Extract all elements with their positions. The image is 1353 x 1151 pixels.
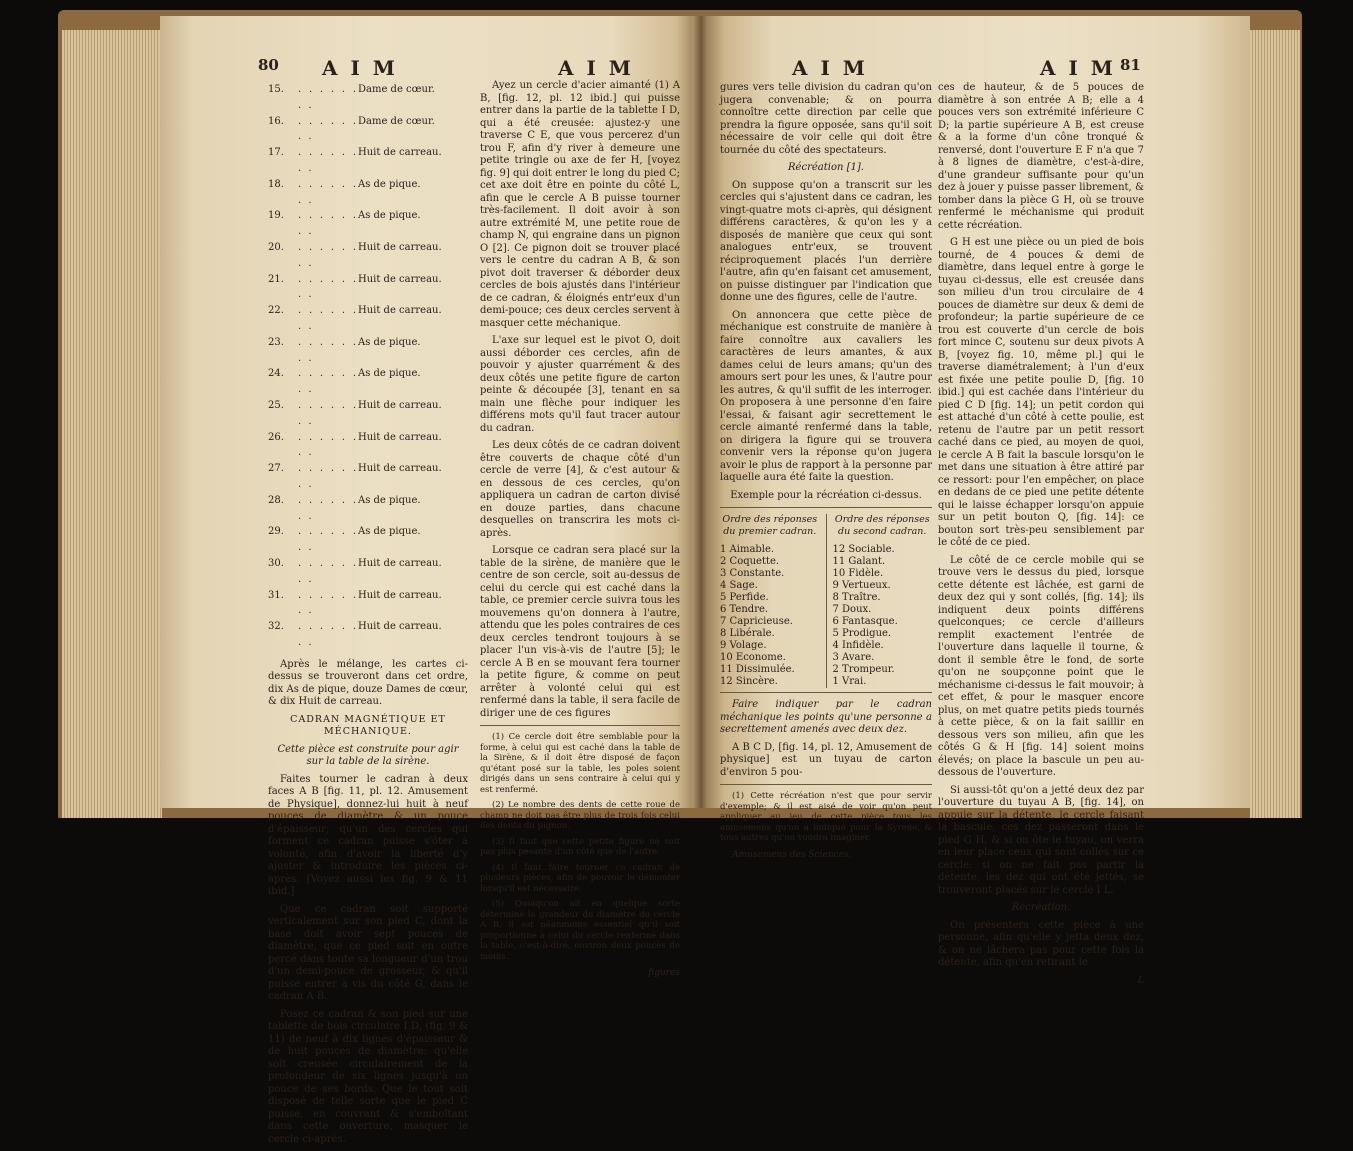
list-item-number: 23. [268, 336, 284, 348]
paragraph: Si aussi-tôt qu'on a jetté deux dez par l'ouverture du tuyau A B, [fig. 14], on appuie sur la détente, le cercle faisant la bascule, ces dez passeront dans le pied G H, & si on ôte le tuyau, on verra en leur place ceux qui sont collés sur ce cercle: si on ne fait pas partir la détente, les dez qui ont été jettés, se trouveront placés sur le cercle I L. [938, 784, 1144, 896]
paragraph: Faites tourner le cadran à deux faces A B [fig. 11, pl. 12. Amusement de Physique], donnez-lui huit à neuf pouces de diamètre & un pouce d'épaisseur; qu'un des cercles qui forment ce cadran puisse s'ôter à volonté, afin d'avoir la liberté d'y ajuster & introduire les pièces ci-après. [Voyez aussi les fig. 9 & 11 ibid.] [268, 773, 468, 898]
list-item-number: 16. [268, 115, 284, 127]
column-header: Ordre des réponses du premier cadran. [722, 514, 818, 537]
table-cell: 11 Dissimulée. [720, 664, 795, 675]
table-cell: 7 Capricieuse. [720, 616, 793, 627]
responses-table [720, 514, 932, 688]
table-cell: 6 Fantasque. [832, 616, 898, 627]
table-cell: 4 Infidèle. [832, 640, 884, 651]
list-item-number: 29. [268, 526, 284, 538]
list-item [268, 398, 468, 430]
leader-dots: . . . . . . . . [298, 463, 358, 490]
leader-dots: . . . . . . . . [298, 336, 358, 364]
paragraph: G H est une pièce ou un pied de bois tourné, de 4 pouces & demi de diamètre, dans lequel entre à gorge le tuyau ci-dessus, elle est creusée dans son milieu d'un trou circulaire de 4 pouces de diamètre sur deux & demi de profondeur; la partie supérieure de ce trou est couverte d'un cercle de bois fort mince C, soutenu sur deux pivots A B, [voyez fig. 10, même pl.] qui le traverse diamétralement; à l'un d'eux est fixée une petite poulie D, [fig. 10 ibid.] qui est cachée dans l'intérieur du pied C D [fig. 14]; un petit cordon qui est attaché d'un côté à cette poulie, est retenu de l'autre par un petit ressort caché dans ce pied, au moyen de quoi, le cercle A B fait la bascule lorsqu'on le met dans une situation à être attiré par ce ressort: pour l'en empêcher, on place en dedans de ce pied une petite détente qui le laisse échapper lorsqu'on appuie sur un petit bouton Q, [fig. 14]: ce bouton sort très-peu sensiblement par le côté de ce pied. [938, 237, 1144, 548]
list-item-number: 26. [268, 431, 284, 443]
running-head: A I M [792, 56, 868, 80]
footnote: (1) Ce cercle doit être semblable pour la forme, à celui qui est caché dans la table de la Sirène, & il doit être disposé de façon qu'étant posé sur la table, les poles soient dirigés dans un sens contraire à celui qui y est renfermé. [480, 732, 680, 795]
list-item-number: 18. [268, 178, 284, 190]
footnote-divider [480, 725, 680, 726]
list-item-text: As de pique. [358, 526, 421, 538]
left-column-2 [480, 80, 680, 980]
list-item [268, 461, 468, 493]
footnote: (5) Quoiqu'on ait en quelque sorte déterminé la grandeur du diamètre du cercle A B, il est néanmoins essentiel qu'il soit proportionné à celui du cercle renfermé dans la table, c'est-à-dire, environ deux pouces de moins. [480, 899, 680, 962]
table-cell: 9 Vertueux. [832, 580, 891, 591]
paragraph: Lorsque ce cadran sera placé sur la table de la sirène, de manière que le centre de son cercle, soit au-dessus de celui du cercle qui est caché dans la table, ce premier cercle suivra tous les mouvemens qu'on donnera à l'autre, attendu que les poles contraires de ces deux cercles tendront toujours à se placer l'un vis-à-vis de l'autre [5]; le cercle A B en se mouvant fera tourner la petite figure, & comme on peut arrêter à volonté celui qui est renfermé dans la table, il sera facile de diriger une de ces figures [480, 545, 680, 719]
leader-dots: . . . . . . . . [298, 368, 358, 396]
table-cell: 3 Constante. [720, 568, 785, 579]
footer-signature: Amusemens des Sciences. [732, 849, 852, 860]
list-item-text: Huit de carreau. [358, 557, 442, 569]
running-head: A I M [558, 56, 634, 80]
paragraph: ces de hauteur, & de 5 pouces de diamètre à son entrée A B; elle a 4 pouces vers son extrémité inférieure C D; la partie supérieure A B, est creuse & a la forme d'un cône tronqué & renversé, dont l'ouverture E F n'a que 7 à 8 lignes de diamètre, c'est-à-dire, d'une grandeur suffisante pour qu'un dez à jouer y puisse passer librement, & tomber dans la pièce G H, où se trouve renfermé le méchanisme qui produit cette récréation. [938, 82, 1144, 231]
list-item-text: As de pique. [358, 178, 421, 190]
leader-dots: . . . . . . . . [298, 526, 358, 554]
list-item-number: 15. [268, 84, 284, 95]
list-item-number: 21. [268, 273, 284, 285]
list-item [268, 619, 468, 651]
list-item-text: Huit de carreau. [358, 589, 442, 601]
paragraph: A B C D, [fig. 14, pl. 12, Amusement de physique] est un tuyau de carton d'environ 5 pou- [720, 741, 932, 778]
list-item-text: As de pique. [358, 368, 421, 380]
table-cell: 11 Galant. [832, 556, 886, 567]
list-item [268, 588, 468, 620]
table-top-rule [720, 507, 932, 508]
table-cell: 7 Doux. [832, 604, 872, 615]
right-column-2 [938, 82, 1144, 987]
table-divider [826, 514, 827, 688]
leader-dots: . . . . . . . . [298, 494, 358, 522]
responses-column-second [833, 514, 933, 688]
paragraph: On suppose qu'on a transcrit sur les cercles qui s'ajustent dans ce cadran, les vingt-quatre mots ci-après, qui désignent différens caractères, & qu'on les y a disposés de manière que ceux qui sont analogues entr'eux, se trouvent réciproquement placés l'un derrière l'autre, afin qu'en faisant cet amusement, on puisse distinguer par l'indication que donne une des figures, celle de l'autre. [720, 179, 932, 303]
paragraph: Que ce cadran soit supporté verticalement sur son pied C, dont la base doit avoir sept pouces de diamètre, que ce pied soit en outre percé dans toute sa longueur d'un trou d'un demi-pouce de grosseur, & qu'il puisse entrer à vis du côté G, dans le cadran A B. [268, 903, 468, 1003]
list-item [268, 177, 468, 209]
leader-dots: . . . . . . . . [298, 84, 358, 111]
list-item [268, 272, 468, 304]
list-item-text: As de pique. [358, 336, 421, 348]
leader-dots: . . . . . . . . [298, 589, 358, 617]
table-cell: 8 Traître. [832, 592, 881, 603]
list-item [268, 556, 468, 588]
table-cell: 12 Sociable. [832, 544, 895, 555]
table-cell: 5 Prodigue. [832, 628, 892, 639]
page-number: 80 [258, 56, 279, 74]
paragraph: Les deux côtés de ce cadran doivent être couverts de chaque côté d'un cercle de verre [4], & c'est autour & en dessous de ces cercles, qu'on appliquera un cadran de carton divisé en douze parties, dans chacune desquelles on transcrira les mots ci-après. [480, 440, 680, 539]
footnote: (2) Le nombre des dents de cette roue de champ ne doit pas être plus de trois fois celui des dents du pignon. [480, 800, 680, 831]
list-item [268, 524, 468, 556]
paragraph: gures vers telle division du cadran qu'on jugera convenable; & on pourra connoître cette direction par celle que prendra la figure opposée, sans qu'il soit nécessaire de voir celle qui doit être tournée du côté des spectateurs. [720, 82, 932, 156]
section-title: CADRAN MAGNÉTIQUE ET MÉCHANIQUE. [290, 713, 446, 738]
list-item-number: 28. [268, 494, 284, 506]
right-page [708, 16, 1250, 986]
list-item-number: 32. [268, 621, 284, 633]
leader-dots: . . . . . . . . [298, 431, 358, 459]
list-item [268, 303, 468, 335]
table-cell: 1 Aimable. [720, 544, 775, 555]
leader-dots: . . . . . . . . [298, 621, 358, 648]
list-item [268, 366, 468, 398]
page-edges-left [62, 30, 162, 818]
leader-dots: . . . . . . . . [298, 115, 358, 143]
list-item-number: 25. [268, 399, 284, 411]
leader-dots: . . . . . . . . [298, 273, 358, 301]
list-item [268, 430, 468, 462]
list-item-text: Huit de carreau. [358, 621, 442, 633]
paragraph: Ayez un cercle d'acier aimanté (1) A B, [fig. 12, pl. 12 ibid.] qui puisse entrer dans la partie de la tablette I D, qui a été creusée: ajustez-y une traverse C E, que vous percerez d'un trou F, afin d'y river à demeure une petite tringle ou axe de fer H, [voyez fig. 9] qui doit entrer le long du pied C; cet axe doit être en pointe du côté L, afin que le cercle A B puisse tourner très-facilement. Il doit avoir à son autre extrémité M, une petite roue de champ N, qui engraine dans un pignon O [2]. Ce pignon doit se trouver placé vers le centre du cadran A B, & son pivot doit traverser & déborder deux cercles de bois ajustés dans l'intérieur de ce cadran, & éloignés entr'eux d'un demi-pouce; ces deux cercles servent à masquer cette méchanique. [480, 80, 680, 329]
catchword: figures [648, 968, 680, 978]
running-head: A I M [1040, 56, 1116, 80]
list-item [268, 114, 468, 146]
table-cell: 5 Perfide. [720, 592, 769, 603]
list-item [268, 493, 468, 525]
list-item-text: Huit de carreau. [358, 241, 442, 253]
list-item-text: Huit de carreau. [358, 399, 442, 411]
footnote: (1) Cette récréation n'est que pour servir d'exemple; & il est aisé de voir qu'on peut appliquer au jeu de cette pièce tous les amusemens qu'on a indiqué pour la Syrene, & tous autres qu'on voudra imaginer. [720, 791, 932, 843]
catchword: L [1138, 975, 1144, 986]
paragraph: On annoncera que cette pièce de méchanique est construite de manière à faire connoître aux cavaliers les caractères de leurs amantes, & aux dames celui de leurs amans; qu'un des amours sert pour les unes, & l'autre pour les autres, & qu'il suffit de les interroger. On proposera à une personne d'en faire l'essai, & faisant agir secrettement le cercle aimanté renfermé dans la table, on dirigera la figure qui se trouvera convenir vers la réponse qu'on jugera avoir le plus de rapport à la personne par laquelle aura été faite la question. [720, 309, 932, 483]
footnote: (3) Il faut que cette petite figure ne soit pas plus pesante d'un côté que de l'autre. [480, 836, 680, 857]
table-cell: 10 Econome. [720, 652, 786, 663]
recreation-title: Récréation [1]. [788, 162, 864, 173]
table-cell: 10 Fidèle. [832, 568, 884, 579]
table-cell: 6 Tendre. [720, 604, 769, 615]
left-column-1 [268, 82, 468, 1151]
list-item [268, 335, 468, 367]
table-cell: 9 Volage. [720, 640, 767, 651]
list-item-text: Dame de cœur. [358, 115, 435, 127]
responses-column-first [720, 514, 820, 688]
running-head: A I M [322, 56, 398, 80]
paragraph: On présentera cette pièce à une personne, afin qu'elle y jetta deux dez, & on ne lâchera pas pour cette fois la détente, afin qu'en retirant le [938, 919, 1144, 968]
leader-dots: . . . . . . . . [298, 305, 358, 332]
list-item-text: As de pique. [358, 494, 421, 506]
list-item-text: As de pique. [358, 210, 421, 222]
paragraph: Posez ce cadran & son pied sur une tablette de bois circulaire I D, (fig. 9 & 11) de neuf à dix lignes d'épaisseur & de huit pouces de diamètre: qu'elle soit creusée circulairement de la profondeur de six lignes jusqu'à un pouce de ses bords. Que le tout soit disposé de telle sorte que le pied C puisse, en couvrant & s'emboîtant dans cette ouverture, masquer le cercle ci-après. [268, 1008, 468, 1145]
list-item [268, 208, 468, 240]
list-item-text: Huit de carreau. [358, 431, 442, 443]
list-item-number: 19. [268, 210, 284, 222]
table-bottom-rule [720, 692, 932, 693]
footnote-divider [720, 784, 932, 785]
list-item-text: Huit de carreau. [358, 463, 442, 475]
section-subtitle: Cette pièce est construite pour agir sur la table de la sirène. [277, 743, 459, 768]
leader-dots: . . . . . . . . [298, 210, 358, 238]
table-cell: 8 Libérale. [720, 628, 775, 639]
list-item-text: Huit de carreau. [358, 147, 442, 159]
table-cell: 1 Vrai. [832, 676, 867, 687]
list-item-number: 31. [268, 589, 284, 601]
page-edges-right [1250, 30, 1300, 818]
page-number: 81 [1120, 56, 1141, 74]
table-cell: 2 Coquette. [720, 556, 780, 567]
list-item-number: 17. [268, 147, 284, 159]
footnote: (4) Il faut faire tourner ce cadran de plusieurs pièces, afin de pouvoir le démonter lorsqu'il est nécessaire. [480, 862, 680, 894]
card-order-list [268, 82, 468, 651]
leader-dots: . . . . . . . . [298, 147, 358, 174]
list-item [268, 82, 468, 114]
column-header: Ordre des réponses du second cadran. [834, 514, 930, 537]
example-title: Exemple pour la récréation ci-dessus. [730, 489, 922, 501]
leader-dots: . . . . . . . . [298, 557, 358, 585]
list-item-number: 30. [268, 557, 284, 569]
table-cell: 4 Sage. [720, 580, 758, 591]
right-column-1 [720, 82, 932, 866]
list-item [268, 145, 468, 177]
list-item-number: 22. [268, 305, 284, 317]
list-item-number: 27. [268, 463, 284, 475]
paragraph: L'axe sur lequel est le pivot O, doit aussi déborder ces cercles, afin de pouvoir y ajuster quarrément & des deux côtés une petite figure de carton peinte & découpée [3], tenant en sa main une flèche pour indiquer les différens mots qu'il faut tracer autour du cadran. [480, 335, 680, 434]
table-cell: 3 Avare. [832, 652, 875, 663]
paragraph: Après le mélange, les cartes ci-dessus se trouveront dans cet ordre, dix As de pique, douze Dames de cœur, & dix Huit de carreau. [268, 658, 468, 708]
paragraph: Le côté de ce cercle mobile qui se trouve vers le dessus du pied, lorsque cette détente est lâchée, est garni de deux dez qui y sont collés, [fig. 14]; ils indiquent deux points différens quelconques; ce cercle d'ailleurs remplit exactement l'entrée de l'ouverture dans laquelle il tourne, & dont il semble être le fond, de sorte qu'on ne soupçonne point que le méchanisme ci-dessus le fait mouvoir; à cet effet, & pour le masquer encore plus, on met quatre petits pieds tournés à cette pièce, & on la fait saillir en dessous vers son milieu, afin que les côtés G & H [fig. 14] soient moins élevés; on place la bascule un peu au-dessous de l'ouverture. [938, 554, 1144, 778]
leader-dots: . . . . . . . . [298, 178, 358, 206]
list-item [268, 240, 468, 272]
table-cell: 2 Trompeur. [832, 664, 895, 675]
list-item-text: Huit de carreau. [358, 305, 442, 317]
table-cell: 12 Sincère. [720, 676, 778, 687]
list-item-text: Dame de cœur. [358, 84, 435, 95]
leader-dots: . . . . . . . . [298, 241, 358, 269]
list-item-number: 20. [268, 241, 284, 253]
recreation-title: Récréation. [1011, 902, 1071, 913]
left-page [160, 16, 692, 1145]
list-item-number: 24. [268, 368, 284, 380]
paragraph: Faire indiquer par le cadran méchanique les points qu'une personne a secrettement amenés avec deux dez. [720, 699, 932, 735]
leader-dots: . . . . . . . . [298, 399, 358, 427]
list-item-text: Huit de carreau. [358, 273, 442, 285]
